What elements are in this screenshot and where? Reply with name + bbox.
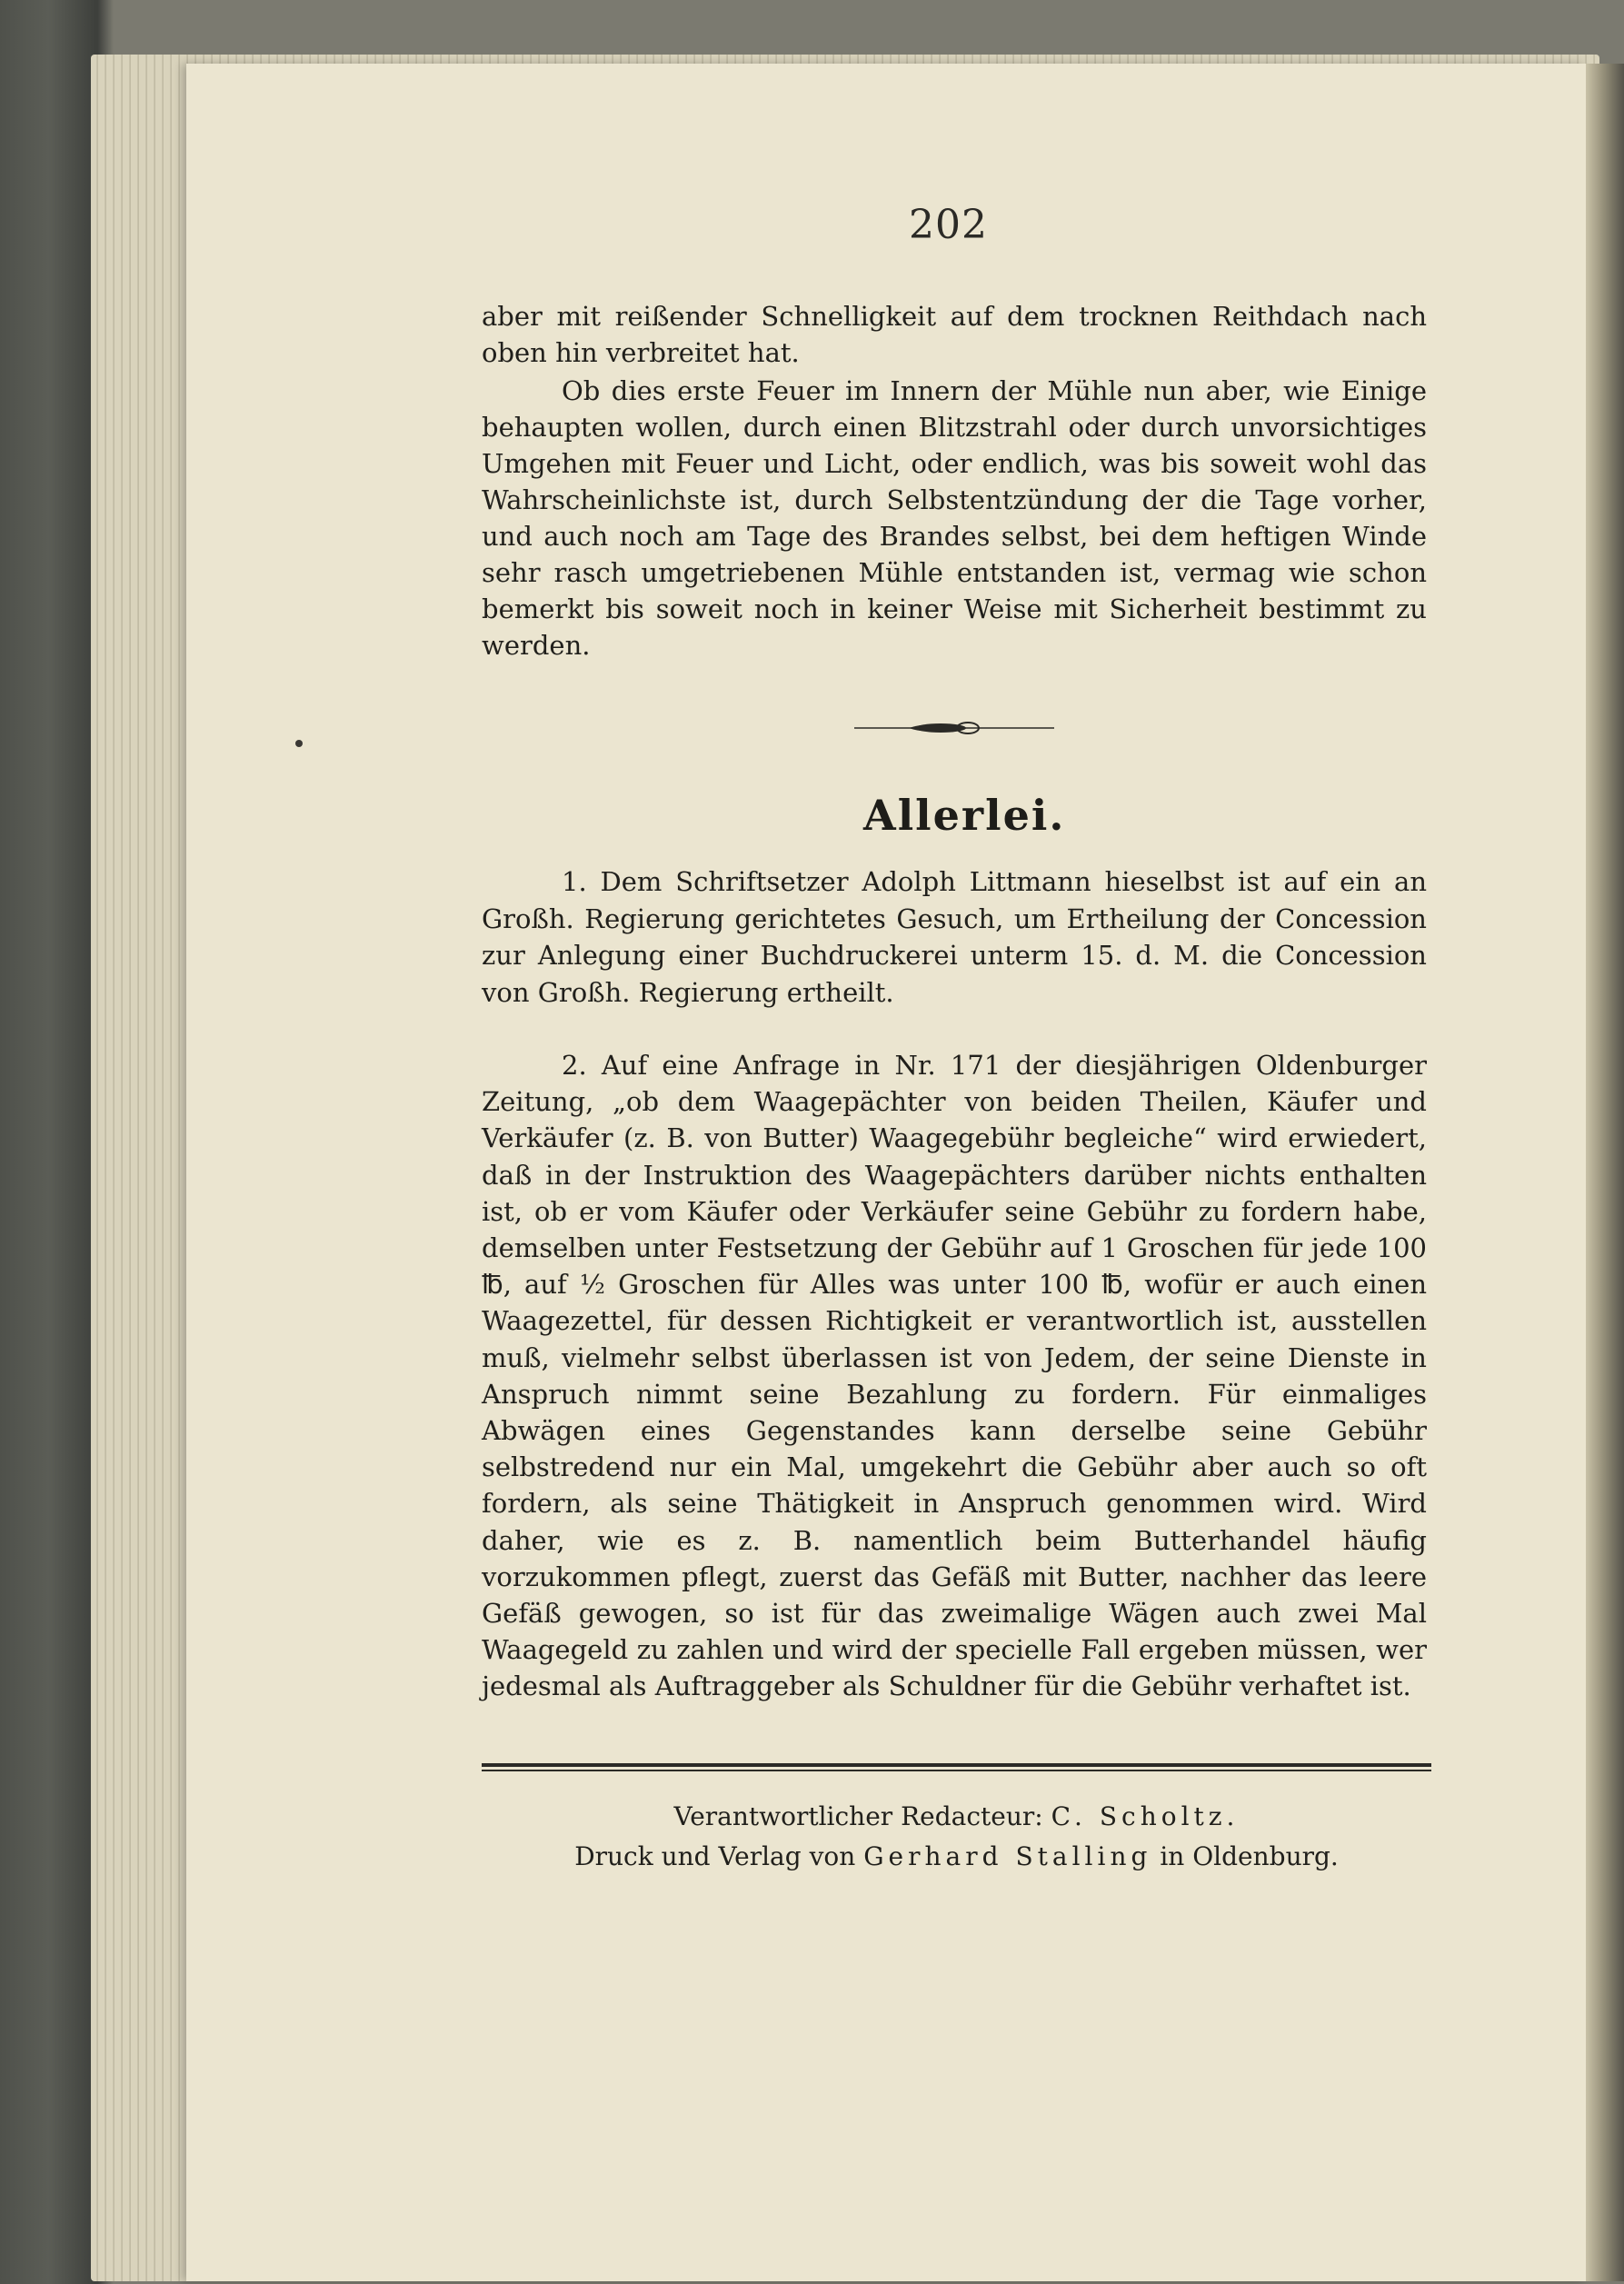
continuation-paragraph-1 bbox=[482, 298, 1427, 371]
footer-rule bbox=[482, 1763, 1431, 1771]
ornament-divider-icon bbox=[854, 718, 1054, 738]
notice-item-2 bbox=[482, 1047, 1427, 1705]
gutter-shadow bbox=[1586, 64, 1624, 2281]
paragraph-text: 1. Dem Schriftsetzer Adolph Littmann hieselbst ist auf ein an Großh. Regierung gerichtetes Gesuch, um Ertheilung der Concession zur Anlegung einer Buchdruckerei unterm 15. d. M. die Concession von Großh. Regierung ertheilt. bbox=[482, 866, 1427, 1008]
page-number: 202 bbox=[909, 202, 988, 248]
editor-label: Verantwortlicher Redacteur: bbox=[673, 1801, 1043, 1831]
rule-thick bbox=[482, 1763, 1431, 1767]
printer-place: in Oldenburg. bbox=[1160, 1841, 1339, 1871]
printer-name: Gerhard Stalling bbox=[863, 1841, 1152, 1871]
paragraph-text: 2. Auf eine Anfrage in Nr. 171 der diesjährigen Oldenburger Zeitung, „ob dem Waagepächter von beiden Theilen, Käufer und Verkäufer (z. B. von Butter) Waagegebühr begleiche“ wird erwiedert, daß in der Instruktion des Waagepächters darüber nichts enthalten ist, ob er vom Käufer oder Verkäufer seine Gebühr zu fordern habe, demselben unter Festsetzung der Gebühr auf 1 Groschen für jede 100 ℔, auf ½ Groschen für Alles was unter 100 ℔, wofür er auch einen Waagezettel, für dessen Richtigkeit er verantwortlich ist, ausstellen muß, vielmehr selbst überlassen ist von Jedem, der seine Dienste in Anspruch nimmt seine Bezahlung zu fordern. Für einmaliges Abwägen eines Gegenstandes kann derselbe seine Gebühr selbstredend nur ein Mal, umgekehrt die Gebühr aber auch so oft fordern, als seine Thätigkeit in Anspruch genommen wird. Wird daher, wie es z. B. namentlich beim Butterhandel häufig vorzukommen pflegt, zuerst das Gefäß mit Butter, nachher das leere Gefäß gewogen, so ist für das zweimalige Wägen auch zwei Mal Waagegeld zu zahlen und wird der specielle Fall ergeben müssen, wer jedesmal als Auftraggeber als Schuldner für die Gebühr verhaftet ist. bbox=[482, 1050, 1427, 1702]
notice-item-1 bbox=[482, 863, 1427, 1011]
paragraph-text: Ob dies erste Feuer im Innern der Mühle nun aber, wie Einige behaupten wollen, durch einen Blitzstrahl oder durch unvorsichtiges Umgehen mit Feuer und Licht, oder endlich, was bis soweit wohl das Wahrscheinlichste ist, durch Selbstentzündung der die Tage vorher, und auch noch am Tage des Brandes selbst, bei dem heftigen Winde sehr rasch umgetriebenen Mühle entstanden ist, vermag wie schon bemerkt bis soweit noch in keiner Weise mit Sicherheit bestimmt zu werden. bbox=[482, 375, 1427, 661]
printer-line bbox=[482, 1841, 1431, 1871]
paragraph-text: aber mit reißender Schnelligkeit auf dem trocknen Reithdach nach oben hin verbreitet hat. bbox=[482, 301, 1427, 368]
editor-line bbox=[482, 1801, 1431, 1831]
ink-spot bbox=[295, 740, 303, 747]
rule-thin bbox=[482, 1770, 1431, 1771]
section-heading: Allerlei. bbox=[863, 791, 1066, 840]
continuation-paragraph-2 bbox=[482, 373, 1427, 663]
printer-label: Druck und Verlag von bbox=[574, 1841, 856, 1871]
editor-name: C. Scholtz. bbox=[1051, 1801, 1240, 1831]
